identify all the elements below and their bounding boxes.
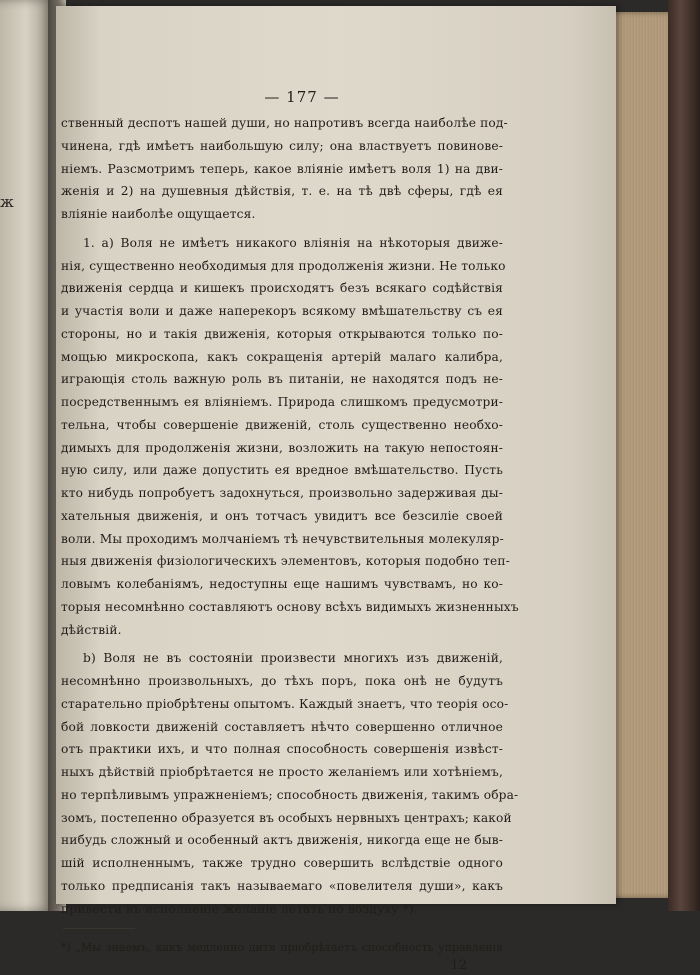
previous-page-fragment <box>0 114 52 140</box>
text-line: но терпѣливымъ упражненіемъ; способность движенія, такимъ обра- <box>61 787 519 802</box>
page-number: — 177 — <box>264 88 340 106</box>
previous-page-fragment <box>0 318 52 344</box>
text-line: ныхъ дѣйствій пріобрѣтается не просто желаніемъ или хотѣніемъ, <box>61 765 503 779</box>
previous-page-fragment <box>0 88 52 114</box>
text-line: и участія воли и даже наперекоръ всякому вмѣшательству съ ея <box>61 304 503 318</box>
text-line: играющія столь важную роль въ питаніи, не находятся подъ не- <box>61 372 503 387</box>
previous-page-fragment <box>0 753 52 779</box>
previous-page-fragment <box>0 216 52 242</box>
previous-page-fragment <box>0 856 52 882</box>
text-line: привести въ исполненіе желаніе летать по воздуху *). <box>61 901 418 916</box>
previous-page-fragment <box>0 370 52 396</box>
text-line: ловымъ колебаніямъ, недоступны еще нашимъ чувствамъ, но ко- <box>61 577 503 591</box>
text-line: вліяніе наиболѣе ощущается. <box>61 207 256 221</box>
text-line: b) Воля не въ состояніи произвести многихъ изъ движеній, <box>83 651 503 666</box>
body-text <box>61 112 519 920</box>
previous-page-fragment <box>0 421 52 447</box>
page-text-block <box>61 82 519 975</box>
previous-page-fragment <box>0 446 52 472</box>
text-line: тельна, чтобы совершеніе движеній, столь существенно необхо- <box>61 417 503 432</box>
previous-page-fragment <box>0 472 52 498</box>
text-line: несомнѣнно произвольныхъ, до тѣхъ поръ, пока онѣ не будутъ <box>61 674 503 688</box>
text-line: воли. Мы проходимъ молчаніемъ тѣ нечувствительныя молекуляр- <box>61 531 504 546</box>
previous-page-fragment <box>0 139 52 165</box>
footnote-rule <box>63 928 135 929</box>
previous-page-fragment <box>0 805 52 831</box>
previous-page-fragment <box>0 344 52 370</box>
footnote: *) „Мы знаемъ, какъ медленно дитя пріобрѣтаетъ способность управленія <box>61 941 503 955</box>
previous-page-fragment <box>0 779 52 805</box>
text-line: димыхъ для продолженія жизни, возложить на такую непостоян- <box>61 440 503 455</box>
previous-page-fragment <box>0 574 52 600</box>
text-line: отъ практики ихъ, и что полная способность совершенія извѣст- <box>61 742 503 757</box>
previous-page-fragment <box>0 702 52 728</box>
text-line: ныя движенія физіологическихъ элементовъ, которыя подобно теп- <box>61 554 510 569</box>
text-line: зомъ, постепенно образуется въ особыхъ нервныхъ центрахъ; какой <box>61 810 512 825</box>
text-line: 1. a) Воля не имѣетъ никакого вліянія на нѣкоторыя движе- <box>83 235 503 250</box>
text-line: чинена, гдѣ имѣетъ наибольшую силу; она властвуетъ повиновe- <box>61 138 503 153</box>
previous-page-fragment <box>0 498 52 524</box>
text-line: стороны, но и такія движенія, которыя открываются только по- <box>61 326 503 341</box>
text-line: бой ловкости движеній составляетъ нѣчто совершенно отличное <box>61 719 503 734</box>
text-line: старательно пріобрѣтены опытомъ. Каждый знаетъ, что теорія осо- <box>61 696 509 711</box>
previous-page-fragment <box>0 242 52 268</box>
text-line: кто нибудь попробуетъ задохнуться, произвольно задерживая ды- <box>61 486 503 500</box>
previous-page-fragment: ж <box>0 193 15 212</box>
text-line: нибудь сложный и особенный актъ движенія, никогда еще не быв- <box>61 833 503 848</box>
text-line: хательныя движенія, и онъ тотчасъ увидитъ все безсиліе своей <box>61 508 503 523</box>
text-line: посредственнымъ ея вліяніемъ. Природа слишкомъ предусмотри- <box>61 395 503 409</box>
text-line: ную силу, или даже допустить ея вредное вмѣшательство. Пусть <box>61 463 503 478</box>
previous-page-fragment <box>0 830 52 856</box>
text-line: дѣйствій. <box>61 622 122 637</box>
text-line: движенія сердца и кишекъ происходятъ безъ всякаго содѣйствія <box>61 281 503 296</box>
previous-page-fragment <box>0 651 52 677</box>
text-line: ніемъ. Разсмотримъ теперь, какое вліяніе имѣетъ воля 1) на дви- <box>61 161 503 176</box>
text-line: шій исполненнымъ, также трудно совершить вслѣдствіе одного <box>61 856 503 870</box>
previous-page-fragment <box>0 293 52 319</box>
previous-page-fragment <box>0 395 52 421</box>
text-line: ственный деспотъ нашей души, но напротивъ всегда наиболѣе под- <box>61 116 508 130</box>
text-line: торыя несомнѣнно составляютъ основу всѣхъ видимыхъ жизненныхъ <box>61 599 519 614</box>
previous-page-text <box>0 88 52 881</box>
printer-signature-mark: 12 <box>450 958 467 974</box>
text-line: только предписанія такъ называемаго «повелителя души», какъ <box>61 878 503 893</box>
text-line: нія, существенно необходимыя для продолженія жизни. Не только <box>61 258 506 273</box>
previous-page-fragment <box>0 523 52 549</box>
previous-page-fragment <box>0 600 52 626</box>
previous-page-fragment <box>0 677 52 703</box>
text-line: женія и 2) на душевныя дѣйствія, т. е. на тѣ двѣ сферы, гдѣ ея <box>61 184 503 199</box>
previous-page-fragment <box>0 728 52 754</box>
previous-page-fragment <box>0 625 52 651</box>
previous-page-edge <box>0 0 52 911</box>
previous-page-fragment <box>0 165 52 191</box>
previous-page-fragment <box>0 267 52 293</box>
previous-page-fragment <box>0 549 52 575</box>
text-line: мощью микроскопа, какъ сокращенія артерій малаго калибра, <box>61 349 503 364</box>
book-cover <box>668 0 700 911</box>
